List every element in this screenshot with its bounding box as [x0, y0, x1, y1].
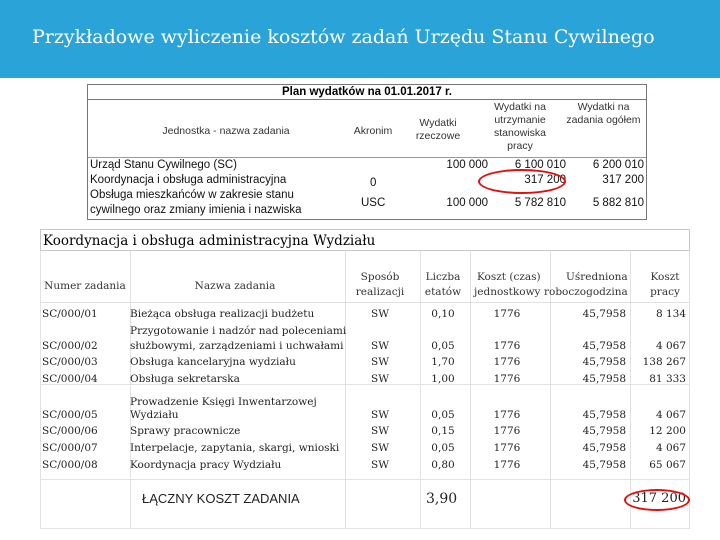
task-method: SW: [371, 459, 389, 471]
task-method: SW: [371, 409, 389, 421]
task-time: 1776: [493, 340, 521, 352]
task-fte: 0,05: [431, 409, 455, 421]
plan-row-total: 6 200 010: [592, 159, 644, 171]
task-name-line1: Prowadzenie Księgi Inwentarzowej: [130, 396, 317, 408]
task-method: SW: [371, 425, 389, 437]
task-rate: 45,7958: [582, 409, 626, 421]
task-fte: 0,05: [431, 442, 455, 454]
task-rate: 45,7958: [582, 373, 626, 385]
plan-table-caption: Plan wydatków na 01.01.2017 r.: [88, 85, 646, 100]
total-cost: 317 200: [632, 491, 686, 506]
task-id: SC/000/04: [42, 373, 98, 385]
highlight-oval: [478, 169, 566, 194]
task-method: SW: [371, 373, 389, 385]
plan-row-divider: [88, 157, 646, 158]
plan-row-material: 100 000: [446, 197, 488, 209]
task-id: SC/000/07: [42, 442, 98, 454]
plan-row-total: 317 200: [602, 174, 644, 186]
plan-row-name: Koordynacja i obsługa administracyjna: [90, 174, 287, 186]
header-material: Wydatki rzeczowe: [415, 117, 461, 142]
task-fte: 0,80: [431, 459, 455, 471]
task-name-line2: służbowymi, zarządzeniami i uchwałami: [130, 340, 344, 352]
header-cost-line1: Koszt: [650, 271, 680, 283]
grid-line: [40, 479, 690, 480]
task-id: SC/000/02: [42, 340, 98, 352]
header-task-name: Nazwa zadania: [194, 280, 276, 292]
plan-row-name-line2: cywilnego oraz zmiany imienia i nazwiska: [90, 204, 302, 216]
task-cost: 8 134: [655, 308, 686, 320]
task-time: 1776: [493, 409, 521, 421]
plan-row-total: 5 882 810: [592, 197, 644, 209]
task-method: SW: [371, 308, 389, 320]
task-cost: 4 067: [655, 409, 686, 421]
header-acronym: Akronim: [353, 125, 393, 137]
task-id: SC/000/01: [42, 308, 98, 320]
task-time: 1776: [493, 308, 521, 320]
plan-row-name-line1: Obsługa mieszkańców w zakresie stanu: [90, 189, 294, 201]
highlight-oval: [624, 489, 690, 511]
task-cost: 81 333: [649, 373, 686, 385]
header-total: Wydatki na zadania ogółem: [566, 101, 641, 126]
plan-row-material: 100 000: [446, 159, 488, 171]
task-rate: 45,7958: [582, 340, 626, 352]
header-method-line1: Sposób: [360, 271, 400, 283]
plan-row-acronym: 0: [370, 177, 377, 189]
task-time: 1776: [493, 356, 521, 368]
task-method: SW: [371, 442, 389, 454]
header-task-no: Numer zadania: [44, 280, 126, 292]
task-id: SC/000/03: [42, 356, 98, 368]
task-rate: 45,7958: [582, 459, 626, 471]
plan-row-acronym: USC: [361, 197, 386, 209]
header-time-line1: Koszt (czas): [477, 271, 541, 283]
task-table-caption: Koordynacja i obsługa administracyjna Wydziału: [40, 229, 690, 251]
grid-line: [345, 251, 346, 529]
task-time: 1776: [493, 442, 521, 454]
task-name: Obsługa sekretarska: [130, 373, 240, 385]
header-fte-line2: etatów: [424, 286, 462, 298]
task-name: Interpelacje, zapytania, skargi, wnioski: [130, 442, 340, 454]
task-cost: 12 200: [649, 425, 686, 437]
task-id: SC/000/08: [42, 459, 98, 471]
header-cost-line2: pracy: [650, 286, 680, 298]
task-name: Obsługa kancelaryjna wydziału: [130, 356, 296, 368]
task-fte: 1,00: [431, 373, 455, 385]
plan-row-staff: 317 200: [524, 174, 566, 186]
total-fte: 3,90: [426, 491, 458, 507]
grid-line: [130, 251, 131, 529]
task-method: SW: [371, 340, 389, 352]
header-staff: Wydatki na utrzymanie stanowiska pracy: [494, 101, 546, 152]
header-time-line2: jednostkowy: [474, 286, 541, 298]
grid-line: [40, 302, 690, 303]
task-time: 1776: [493, 373, 521, 385]
header-name: Jednostka - nazwa zadania: [162, 125, 290, 137]
task-name-line1: Przygotowanie i nadzór nad poleceniami: [130, 325, 347, 337]
task-fte: 0,05: [431, 340, 455, 352]
task-rate: 45,7958: [582, 442, 626, 454]
plan-table: [87, 84, 647, 220]
plan-row-name: Urząd Stanu Cywilnego (SC): [90, 159, 238, 171]
task-time: 1776: [493, 425, 521, 437]
task-rate: 45,7958: [582, 308, 626, 320]
header-rate-line2: roboczogodzina: [544, 286, 628, 298]
task-method: SW: [371, 356, 389, 368]
task-cost: 138 267: [642, 356, 686, 368]
task-name: Koordynacja pracy Wydziału: [130, 459, 282, 471]
slide-title: Przykładowe wyliczenie kosztów zadań Urzędu Stanu Cywilnego: [32, 26, 655, 48]
header-method-line2: realizacji: [355, 286, 405, 298]
task-cost: 4 067: [655, 340, 686, 352]
header-fte-line1: Liczba: [425, 271, 461, 283]
task-rate: 45,7958: [582, 356, 626, 368]
task-name: Sprawy pracownicze: [130, 425, 241, 437]
header-rate-line1: Uśredniona: [566, 271, 628, 283]
task-rate: 45,7958: [582, 425, 626, 437]
task-time: 1776: [493, 459, 521, 471]
task-cost: 4 067: [655, 442, 686, 454]
title-bar: [0, 0, 720, 78]
task-fte: 1,70: [431, 356, 455, 368]
task-cost: 65 067: [649, 459, 686, 471]
task-id: SC/000/05: [42, 409, 98, 421]
task-fte: 0,10: [431, 308, 455, 320]
plan-row-staff: 5 782 810: [514, 197, 566, 209]
task-fte: 0,15: [431, 425, 455, 437]
total-label: ŁĄCZNY KOSZT ZADANIA: [142, 491, 300, 506]
plan-row-staff: 6 100 010: [514, 159, 566, 171]
grid-line: [40, 528, 690, 529]
task-name: Bieżąca obsługa realizacji budżetu: [130, 308, 315, 320]
task-name-line2: Wydziału: [130, 409, 179, 421]
task-id: SC/000/06: [42, 425, 98, 437]
